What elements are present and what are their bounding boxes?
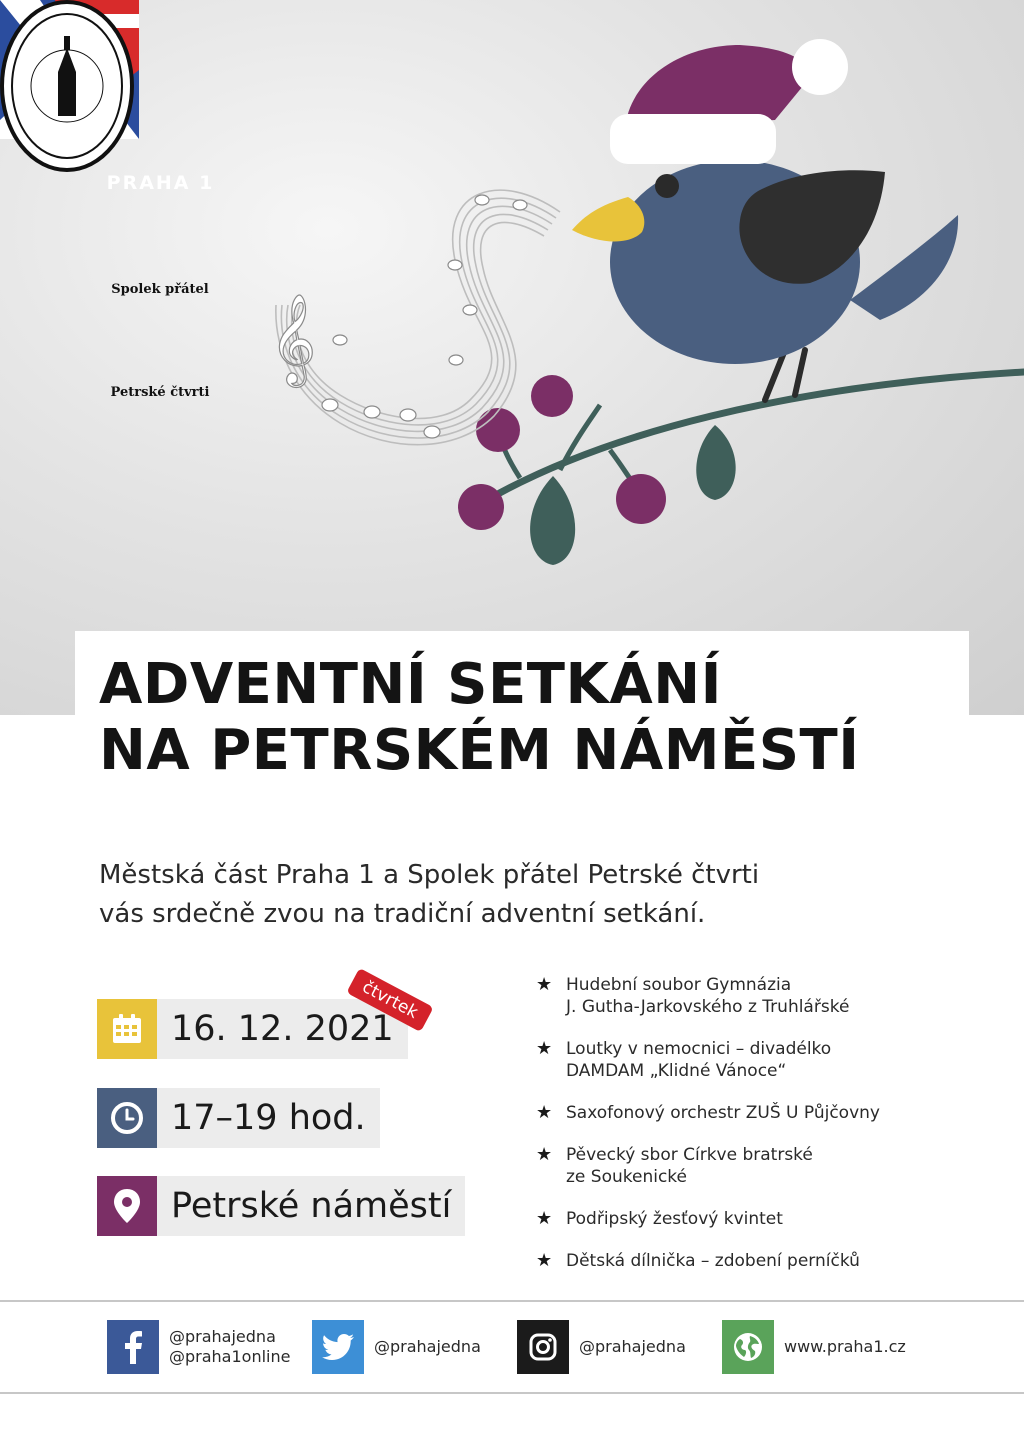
title-line-2: NA PETRSKÉM NÁMĚSTÍ — [99, 718, 860, 783]
list-item — [536, 1038, 976, 1082]
program-item-text: Saxofonový orchestr ZUŠ U Půjčovny — [566, 1103, 880, 1123]
star-icon: ★ — [536, 1102, 553, 1123]
instagram-icon — [517, 1320, 569, 1374]
program-item-text: Hudební soubor Gymnázia J. Gutha-Jarkovského z Truhlářské — [566, 975, 850, 1017]
event-time: 17–19 hod. — [157, 1088, 380, 1148]
twitter-handle: @prahajedna — [374, 1337, 481, 1356]
spolek-logo — [0, 0, 134, 172]
praha1-logo-text: PRAHA 1 — [106, 172, 215, 194]
bird-illustration — [0, 0, 1024, 715]
location-pin-icon — [97, 1176, 157, 1236]
list-item — [536, 1250, 976, 1272]
clock-icon — [97, 1088, 157, 1148]
star-icon: ★ — [536, 1144, 553, 1165]
event-place: Petrské náměstí — [157, 1176, 465, 1236]
star-icon: ★ — [536, 1250, 553, 1271]
time-row — [97, 1088, 380, 1148]
intro-text — [99, 856, 979, 934]
spolek-logo-bottom-text: Petrské čtvrti — [110, 385, 210, 400]
program-item-text: Loutky v nemocnici – divadélko DAMDAM „Klidné Vánoce“ — [566, 1039, 832, 1081]
facebook-link[interactable] — [107, 1320, 290, 1374]
date-row — [97, 999, 408, 1059]
star-icon: ★ — [536, 1208, 553, 1229]
facebook-icon — [107, 1320, 159, 1374]
title-line-1: ADVENTNÍ SETKÁNÍ — [99, 652, 722, 717]
list-item — [536, 1144, 976, 1188]
svg-text:𝄞: 𝄞 — [270, 294, 317, 384]
day-badge: čtvrtek — [346, 968, 433, 1032]
footer-divider-bottom — [0, 1392, 1024, 1394]
intro-line-2: vás srdečně zvou na tradiční adventní setkání. — [99, 899, 706, 929]
web-link[interactable] — [722, 1320, 906, 1374]
globe-icon — [722, 1320, 774, 1374]
program-item-text: Podřipský žesťový kvintet — [566, 1209, 783, 1229]
place-row — [97, 1176, 465, 1236]
event-date: 16. 12. 2021 — [157, 999, 408, 1059]
program-item-text: Dětská dílnička – zdobení perníčků — [566, 1251, 860, 1271]
star-icon: ★ — [536, 974, 553, 995]
list-item — [536, 1102, 976, 1124]
facebook-handle: @prahajedna @praha1online — [169, 1327, 291, 1366]
intro-line-1: Městská část Praha 1 a Spolek přátel Petrské čtvrti — [99, 860, 760, 890]
star-icon: ★ — [536, 1038, 553, 1059]
twitter-icon — [312, 1320, 364, 1374]
list-item — [536, 1208, 976, 1230]
instagram-handle: @prahajedna — [579, 1337, 686, 1356]
calendar-icon — [97, 999, 157, 1059]
website-url: www.praha1.cz — [784, 1337, 906, 1356]
footer-divider-top — [0, 1300, 1024, 1302]
instagram-link[interactable] — [517, 1320, 686, 1374]
spolek-logo-top-text: Spolek přátel — [111, 282, 209, 297]
twitter-link[interactable] — [312, 1320, 481, 1374]
hero-illustration — [0, 0, 1024, 715]
program-list — [536, 974, 976, 1292]
program-item-text: Pěvecký sbor Církve bratrské ze Soukenické — [566, 1145, 813, 1187]
page-title — [99, 652, 979, 784]
list-item — [536, 974, 976, 1018]
